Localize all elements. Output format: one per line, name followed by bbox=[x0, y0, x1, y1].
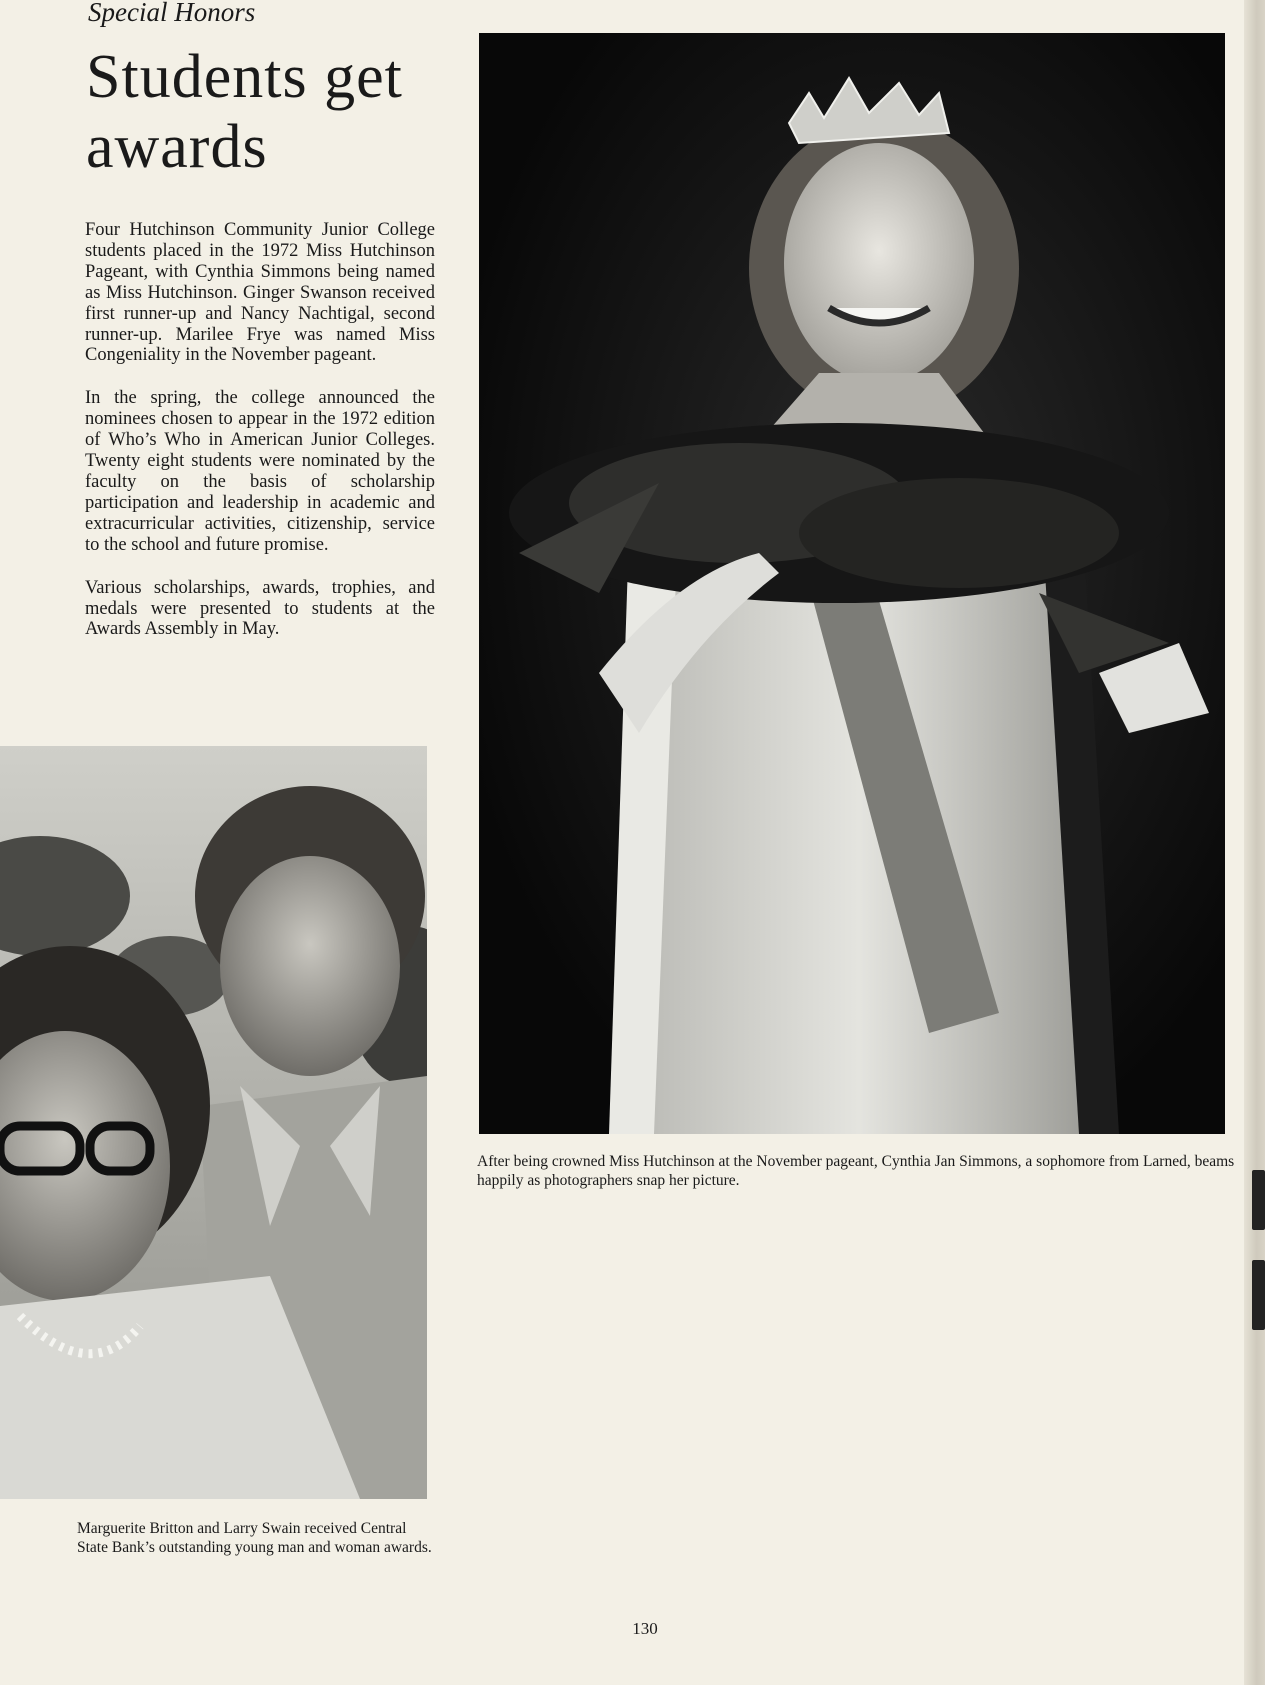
article-paragraph: Four Hutchinson Community Junior College students placed in the 1972 Miss Hutchinson Pageant, with Cynthia Simmons being named as Miss Hutchinson. Ginger Swanson received first runner-up and Nancy Nachtigal, second runner-up. Marilee Frye was named Miss Congeniality in the November pageant. bbox=[85, 220, 435, 366]
award-recipients-caption: Marguerite Britton and Larry Swain received Central State Bank’s outstanding young man and woman awards. bbox=[77, 1520, 432, 1556]
page-binding-edge bbox=[1244, 0, 1265, 1685]
page-title: Students get awards bbox=[86, 43, 403, 181]
page-number: 130 bbox=[632, 1619, 658, 1638]
pageant-queen-caption: After being crowned Miss Hutchinson at the November pageant, Cynthia Jan Simmons, a sophomore from Larned, beams happily as photographers snap her picture. bbox=[477, 1153, 1235, 1189]
edge-mark-top bbox=[1252, 1170, 1265, 1230]
article-body bbox=[85, 220, 435, 662]
article-paragraph: In the spring, the college announced the nominees chosen to appear in the 1972 edition of Who’s Who in American Junior Colleges. Twenty eight students were nominated by the faculty on the basis of scholarship participation and leadership in academic and extracurricular activities, citizenship, service to the school and future promise. bbox=[85, 388, 435, 555]
section-label: Special Honors bbox=[88, 0, 256, 27]
edge-mark-bottom bbox=[1252, 1260, 1265, 1330]
article-paragraph: Various scholarships, awards, trophies, and medals were presented to students at the Awards Assembly in May. bbox=[85, 577, 435, 640]
pageant-queen-photo bbox=[479, 33, 1225, 1134]
award-recipients-photo bbox=[0, 746, 427, 1499]
